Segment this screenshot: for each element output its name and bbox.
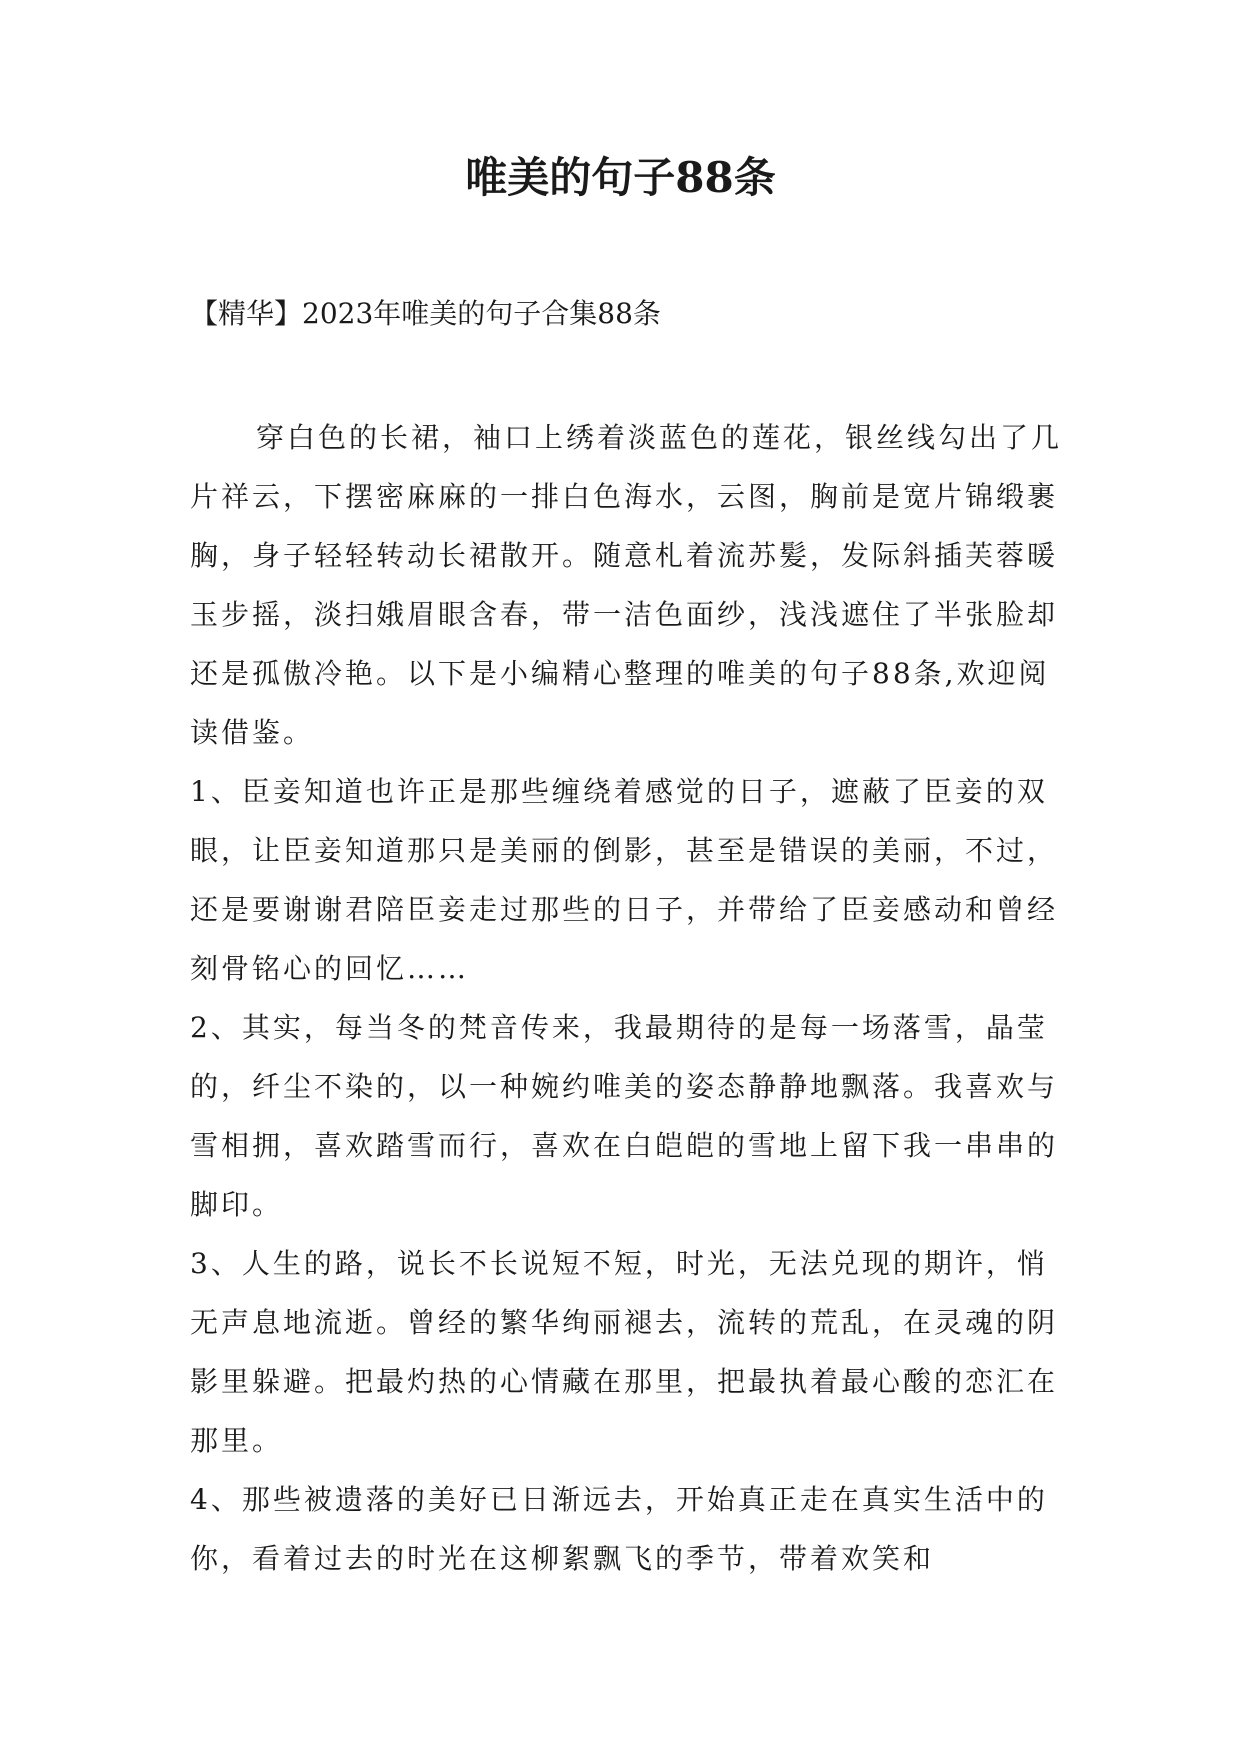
document-title: 唯美的句子88条 [465,153,776,202]
sentence-item-2: 2、其实，每当冬的梵音传来，我最期待的是每一场落雪，晶莹的，纤尘不染的，以一种婉约唯美的姿态静静地飘落。我喜欢与雪相拥，喜欢踏雪而行，喜欢在白皑皑的雪地上留下我一串串的脚印。 [190,1011,1059,1221]
sentence-item-4: 4、那些被遗落的美好已日渐远去，开始真正走在真实生活中的你，看着过去的时光在这柳絮飘飞的季节，带着欢笑和 [190,1483,1048,1575]
sentence-item-1: 1、臣妾知道也许正是那些缠绕着感觉的日子，遮蔽了臣妾的双眼，让臣妾知道那只是美丽的倒影，甚至是错误的美丽，不过，还是要谢谢君陪臣妾走过那些的日子，并带给了臣妾感动和曾经刻骨铭心的回忆…… [190,775,1059,985]
sentence-item-3: 3、人生的路，说长不长说短不短，时光，无法兑现的期许，悄无声息地流逝。曾经的繁华绚丽褪去，流转的荒乱，在灵魂的阴影里躲避。把最灼热的心情藏在那里，把最执着最心酸的恋汇在那里。 [190,1247,1059,1457]
document-subtitle: 【精华】2023年唯美的句子合集88条 [190,297,661,330]
document-body [190,408,1070,1588]
intro-paragraph: 穿白色的长裙，袖口上绣着淡蓝色的莲花，银丝线勾出了几片祥云，下摆密麻麻的一排白色海水，云图，胸前是宽片锦缎裹胸，身子轻轻转动长裙散开。随意札着流苏髪，发际斜插芙蓉暖玉步摇，淡扫娥眉眼含春，带一洁色面纱，浅浅遮住了半张脸却还是孤傲冷艳。以下是小编精心整理的唯美的句子88条,欢迎阅读借鉴。 [190,421,1063,749]
